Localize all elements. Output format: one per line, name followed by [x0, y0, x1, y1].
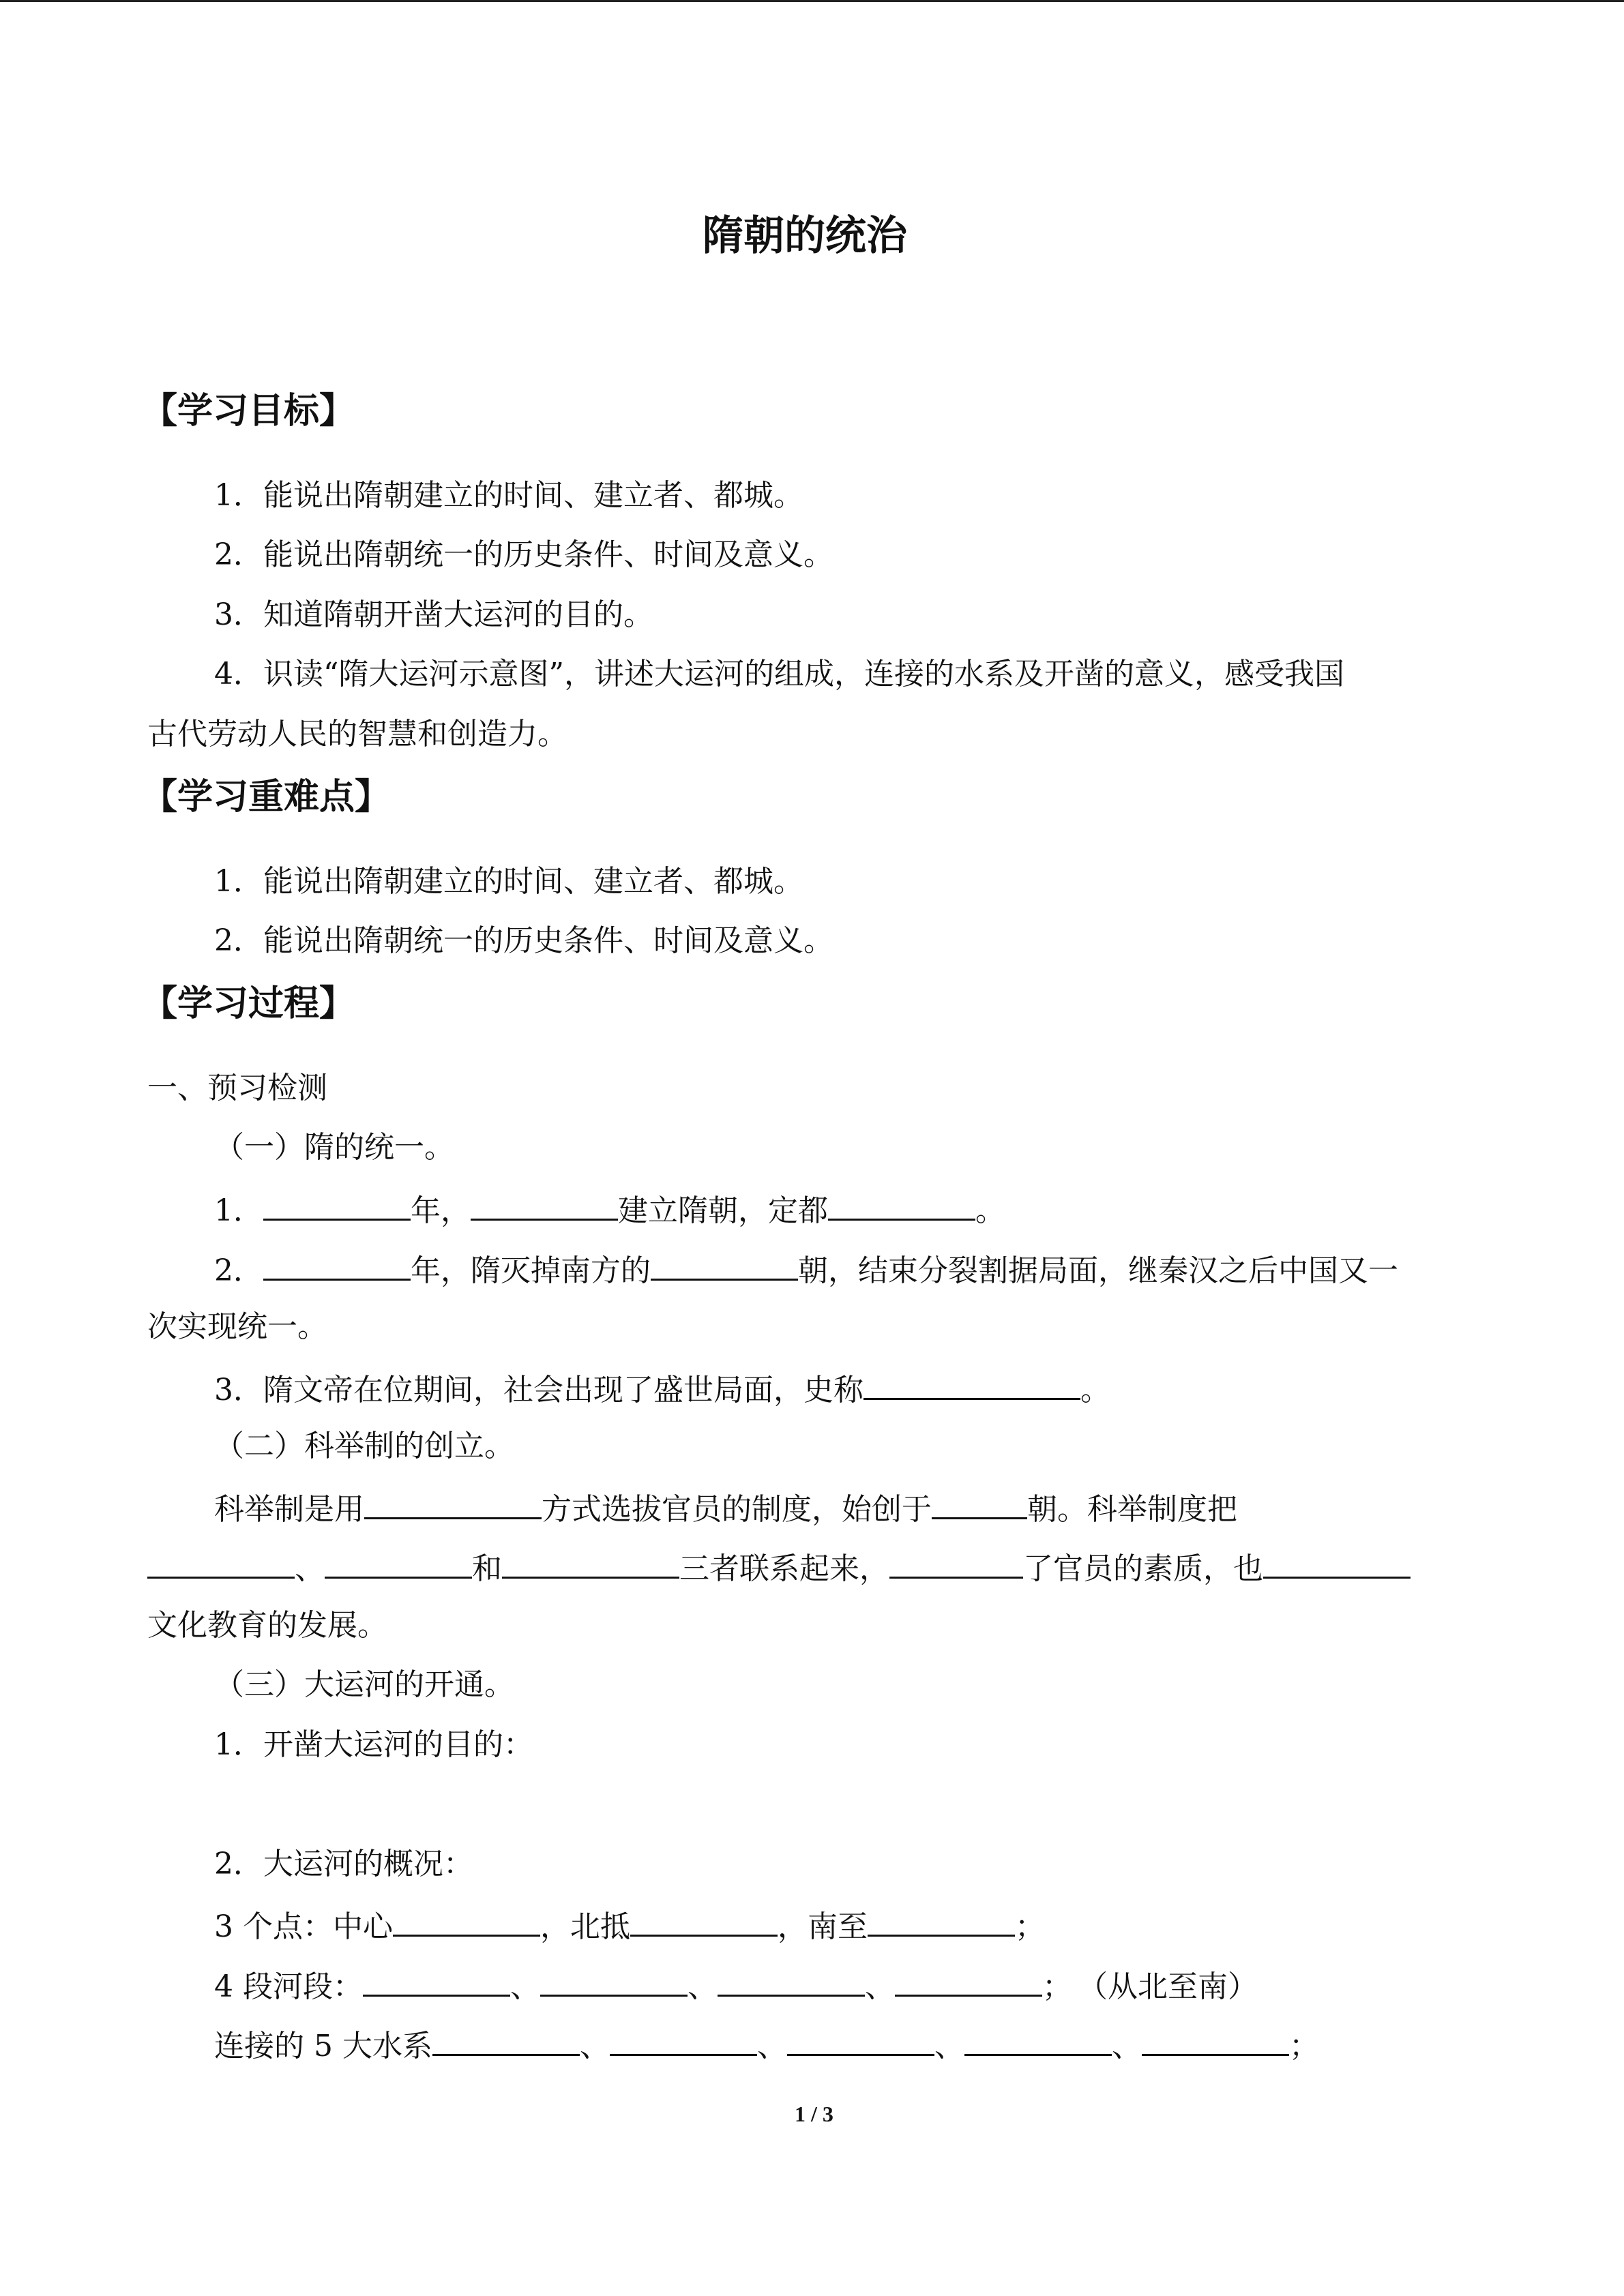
answer-blank[interactable]	[432, 2024, 580, 2056]
answer-blank[interactable]	[868, 1905, 1015, 1937]
keju-line-3: 文化教育的发展。	[147, 1608, 387, 1643]
answer-blank[interactable]	[828, 1189, 975, 1221]
text: 朝，结束分裂割据局面，继秦汉之后中国又一	[798, 1253, 1398, 1288]
subsection-title: （三）大运河的开通。	[214, 1667, 514, 1702]
page-title: 隋朝的统治	[703, 212, 907, 260]
text: ；	[1042, 1969, 1072, 2004]
answer-blank[interactable]	[147, 1547, 295, 1579]
key-point-item: 1．能说出隋朝建立的时间、建立者、都城。	[214, 864, 803, 899]
keju-line-2	[147, 1547, 1411, 1588]
answer-blank[interactable]	[787, 2024, 934, 2056]
canal-question-1: 1．开凿大运河的目的：	[214, 1727, 533, 1762]
text: 、	[687, 1969, 718, 2004]
text: 连接的 5 大水系	[214, 2029, 432, 2063]
text: 了官员的素质，也	[1023, 1551, 1263, 1586]
text: 1．	[214, 1193, 263, 1228]
answer-blank[interactable]	[889, 1547, 1023, 1579]
answer-blank[interactable]	[964, 2024, 1112, 2056]
answer-blank[interactable]	[471, 1189, 618, 1221]
text: 年，隋灭掉南方的	[411, 1253, 651, 1288]
answer-blank[interactable]	[932, 1487, 1027, 1519]
answer-blank[interactable]	[895, 1965, 1042, 1997]
key-point-item: 2．能说出隋朝统一的历史条件、时间及意义。	[214, 923, 833, 958]
objective-item: 1．能说出隋朝建立的时间、建立者、都城。	[214, 478, 803, 513]
text: （从北至南）	[1092, 1969, 1258, 2004]
text: ，北抵	[540, 1909, 630, 1944]
text: 4 段河段：	[214, 1969, 363, 2004]
text: ；	[1288, 2029, 1319, 2063]
process-heading: 【学习过程】	[142, 983, 355, 1024]
text: 三者联系起来，	[679, 1551, 889, 1586]
text: 、	[579, 2029, 610, 2063]
canal-points-line	[214, 1905, 1045, 1946]
key-points-heading: 【学习重难点】	[142, 777, 391, 818]
fill-question-1	[214, 1189, 1005, 1230]
text: 3 个点：中心	[214, 1909, 393, 1944]
objective-item: 3．知道隋朝开凿大运河的目的。	[214, 597, 653, 632]
text: 、	[1111, 2029, 1142, 2063]
answer-blank[interactable]	[540, 1965, 688, 1997]
answer-blank[interactable]	[610, 2024, 757, 2056]
answer-blank[interactable]	[364, 1487, 542, 1519]
text: 、	[756, 2029, 787, 2063]
text: 、	[934, 2029, 964, 2063]
subsection-title: （一）隋的统一。	[214, 1130, 454, 1165]
keju-line-1	[214, 1487, 1237, 1529]
text: ，南至	[777, 1909, 868, 1944]
text: 、	[864, 1969, 895, 2004]
top-border	[0, 0, 1624, 2]
text: 。	[1080, 1373, 1110, 1407]
canal-sections-line	[214, 1965, 1258, 2006]
text: 科举制是用	[214, 1492, 364, 1527]
fill-question-2	[214, 1249, 1398, 1290]
text: 、	[295, 1551, 325, 1586]
answer-blank[interactable]	[1142, 2024, 1289, 2056]
answer-blank[interactable]	[502, 1547, 679, 1579]
text: 、	[510, 1969, 540, 2004]
subsection-title: （二）科举制的创立。	[214, 1429, 514, 1463]
fill-question-2-cont: 次实现统一。	[147, 1309, 327, 1344]
text: ；	[1014, 1909, 1045, 1944]
answer-blank[interactable]	[651, 1249, 798, 1281]
answer-blank[interactable]	[718, 1965, 865, 1997]
answer-blank[interactable]	[630, 1905, 778, 1937]
objectives-heading: 【学习目标】	[142, 391, 355, 432]
objective-item: 2．能说出隋朝统一的历史条件、时间及意义。	[214, 537, 833, 572]
text: 3．隋文帝在位期间，社会出现了盛世局面，史称	[214, 1373, 863, 1407]
answer-blank[interactable]	[263, 1249, 411, 1281]
answer-blank[interactable]	[1263, 1547, 1411, 1579]
answer-blank[interactable]	[325, 1547, 472, 1579]
canal-question-2: 2．大运河的概况：	[214, 1847, 473, 1881]
answer-blank[interactable]	[393, 1905, 540, 1937]
part-one-title: 一、预习检测	[147, 1071, 327, 1105]
canal-waters-line	[214, 2024, 1319, 2066]
text: 和	[472, 1551, 502, 1586]
fill-question-3	[214, 1368, 1110, 1410]
page-number: 1 / 3	[795, 2102, 833, 2126]
text: 2．	[214, 1253, 263, 1288]
answer-blank[interactable]	[363, 1965, 510, 1997]
objective-item: 4．识读“隋大运河示意图”，讲述大运河的组成，连接的水系及开凿的意义，感受我国	[214, 657, 1344, 691]
answer-blank[interactable]	[863, 1368, 1080, 1400]
text: 建立隋朝，定都	[618, 1193, 828, 1228]
answer-blank[interactable]	[263, 1189, 411, 1221]
text: 年，	[411, 1193, 471, 1228]
text: 。	[975, 1193, 1005, 1228]
objective-item: 古代劳动人民的智慧和创造力。	[147, 717, 567, 751]
text: 朝。科举制度把	[1027, 1492, 1237, 1527]
text: 方式选拔官员的制度，始创于	[542, 1492, 932, 1527]
